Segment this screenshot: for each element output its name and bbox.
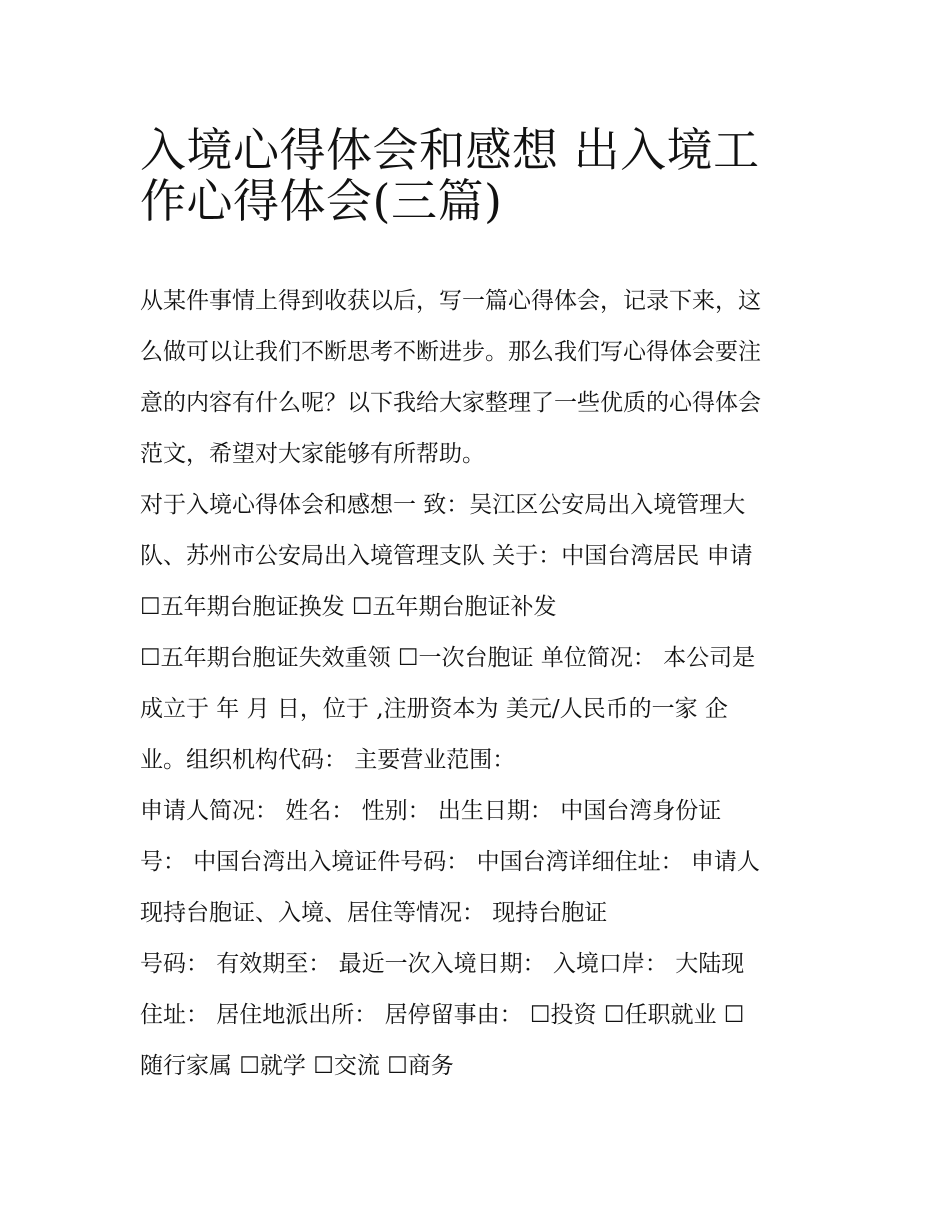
title-line: 作心得体会(三篇) xyxy=(140,174,503,228)
body-line: 申请人简况： 姓名： 性别： 出生日期： 中国台湾身份证 xyxy=(140,798,722,824)
body-line: 住址： 居住地派出所： 居停留事由： ☐投资 ☐任职就业 ☐ xyxy=(140,1002,745,1028)
body-line: 随行家属 ☐就学 ☐交流 ☐商务 xyxy=(140,1053,454,1079)
body-line: 意的内容有什么呢？以下我给大家整理了一些优质的心得体会 xyxy=(140,390,761,416)
title-line: 入境心得体会和感想 出入境工 xyxy=(140,123,760,177)
body-line: 队、苏州市公安局出入境管理支队 关于：中国台湾居民 申请 xyxy=(140,543,753,569)
body-line: 业。组织机构代码： 主要营业范围： xyxy=(140,747,516,773)
body-line: 范文，希望对大家能够有所帮助。 xyxy=(140,441,485,467)
document-body xyxy=(140,276,820,1092)
body-line: ☐五年期台胞证失效重领 ☐一次台胞证 单位简况： 本公司是 xyxy=(140,645,756,671)
body-line: 现持台胞证、入境、居住等情况： 现持台胞证 xyxy=(140,900,608,926)
body-line: ☐五年期台胞证换发 ☐五年期台胞证补发 xyxy=(140,594,557,620)
body-line: 号码： 有效期至： 最近一次入境日期： 入境口岸： 大陆现 xyxy=(140,951,745,977)
body-line: 号： 中国台湾出入境证件号码： 中国台湾详细住址： 申请人 xyxy=(140,849,760,875)
document-title xyxy=(140,112,820,228)
body-line: 对于入境心得体会和感想一 致：吴江区公安局出入境管理大 xyxy=(140,492,746,518)
body-line: 从某件事情上得到收获以后，写一篇心得体会，记录下来，这 xyxy=(140,288,761,314)
body-line: 成立于 年 月 日，位于 ,注册资本为 美元/人民币的一家 企 xyxy=(140,696,728,722)
body-line: 么做可以让我们不断思考不断进步。那么我们写心得体会要注 xyxy=(140,339,761,365)
